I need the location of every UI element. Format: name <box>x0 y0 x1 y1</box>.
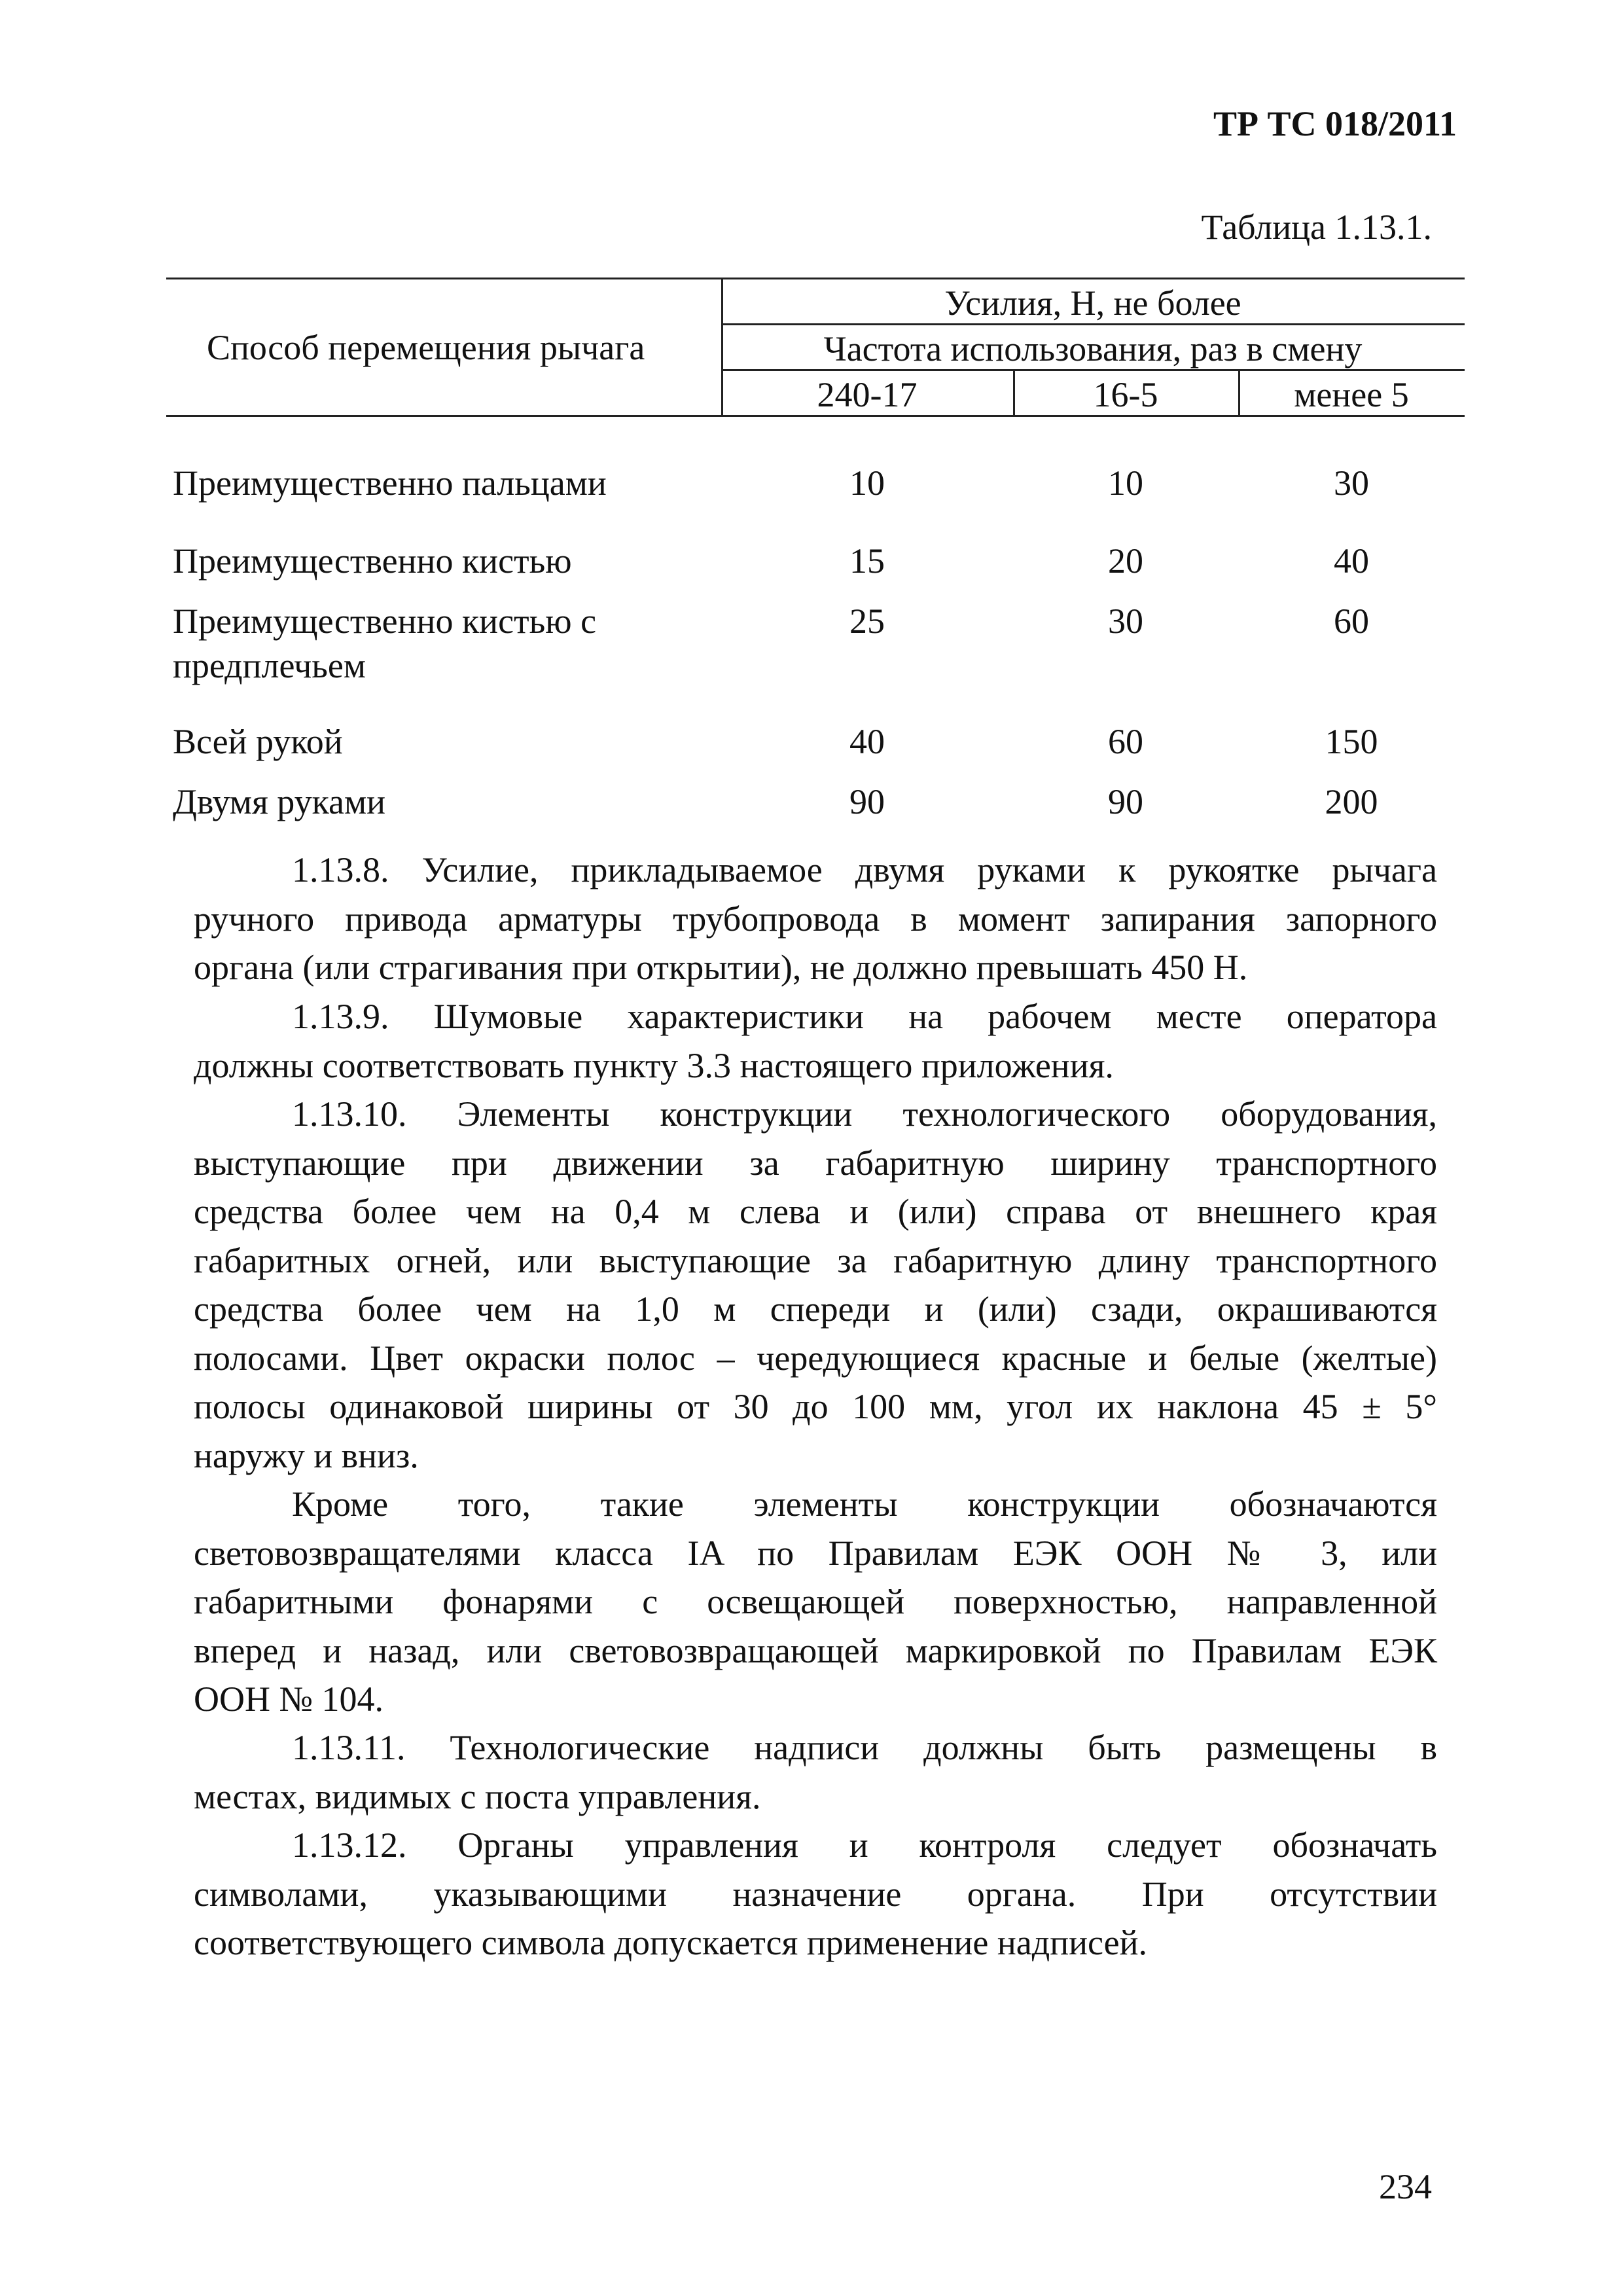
freq-col-3: менее 5 <box>1294 375 1409 414</box>
table-cell: 10 <box>849 463 885 503</box>
table-cell: 15 <box>849 541 885 581</box>
text-line: наружу и вниз. <box>194 1435 419 1475</box>
table-row-method: Преимущественно пальцами <box>173 463 607 503</box>
text-line: габаритных огней, или выступающие за габаритную длину транспортного <box>194 1240 1437 1280</box>
text-line: соответствующего символа допускается применение надписей. <box>194 1923 1147 1962</box>
text-line: 1.13.8. Усилие, прикладываемое двумя руками к рукоятке рычага <box>292 850 1437 889</box>
table-cell: 30 <box>1108 601 1143 641</box>
text-line: Кроме того, такие элементы конструкции обозначаются <box>292 1484 1437 1524</box>
paragraph-1-13-11 <box>194 1723 1437 1821</box>
table-row-method: Преимущественно кистью с <box>173 601 597 641</box>
text-line: средства более чем на 0,4 м слева и (или) справа от внешнего края <box>194 1192 1437 1231</box>
text-line: символами, указывающими назначение органа. При отсутствии <box>194 1874 1437 1914</box>
table-caption: Таблица 1.13.1. <box>1201 207 1432 247</box>
text-line: вперед и назад, или световозвращающей маркировкой по Правилам ЕЭК <box>194 1630 1437 1670</box>
paragraph-1-13-9 <box>194 992 1437 1090</box>
table-row-method: Преимущественно кистью <box>173 541 572 581</box>
table-row-method: Всей рукой <box>173 722 343 761</box>
table-cell: 150 <box>1325 722 1378 761</box>
text-line: средства более чем на 1,0 м спереди и (или) сзади, окрашиваются <box>194 1289 1437 1329</box>
text-line: 1.13.12. Органы управления и контроля следует обозначать <box>292 1825 1437 1865</box>
col-header-method: Способ перемещения рычага <box>207 328 645 367</box>
table-cell: 25 <box>849 601 885 641</box>
text-line: 1.13.10. Элементы конструкции технологического оборудования, <box>292 1094 1437 1134</box>
document-header: ТР ТС 018/2011 <box>1213 104 1457 143</box>
text-line: полосы одинаковой ширины от 30 до 100 мм, угол их наклона 45 ± 5° <box>194 1387 1437 1426</box>
freq-col-2: 16-5 <box>1093 375 1158 414</box>
text-line: выступающие при движении за габаритную ширину транспортного <box>194 1143 1437 1183</box>
text-line: должны соответствовать пункту 3.3 настоящего приложения. <box>194 1045 1114 1085</box>
table-row-method: Двумя руками <box>173 782 386 821</box>
table-cell: 200 <box>1325 782 1378 821</box>
table-cell: 20 <box>1108 541 1143 581</box>
table-cell: 30 <box>1334 463 1369 503</box>
table-cell: 60 <box>1334 601 1369 641</box>
text-line: 1.13.9. Шумовые характеристики на рабочем месте оператора <box>292 997 1437 1036</box>
paragraph-moreover <box>194 1480 1437 1724</box>
text-line: ручного привода арматуры трубопровода в момент запирания запорного <box>194 899 1437 939</box>
sub-header: Частота использования, раз в смену <box>823 329 1363 368</box>
table-cell: 40 <box>849 722 885 761</box>
table-cell: 10 <box>1108 463 1143 503</box>
text-line: местах, видимых с поста управления. <box>194 1776 761 1816</box>
paragraph-1-13-10 <box>194 1090 1437 1480</box>
group-header: Усилия, Н, не более <box>944 283 1241 323</box>
page-number: 234 <box>1379 2167 1432 2206</box>
paragraph-1-13-12 <box>194 1821 1437 1967</box>
paragraph-1-13-8 <box>194 846 1437 992</box>
table-cell: 40 <box>1334 541 1369 581</box>
table-row-method-cont: предплечьем <box>173 646 366 685</box>
table-cell: 90 <box>1108 782 1143 821</box>
text-line: полосами. Цвет окраски полос – чередующиеся красные и белые (желтые) <box>194 1338 1437 1378</box>
text-line: габаритными фонарями с освещающей поверхностью, направленной <box>194 1582 1437 1621</box>
text-line: органа (или страгивания при открытии), не должно превышать 450 Н. <box>194 948 1248 987</box>
text-line: ООН № 104. <box>194 1679 384 1719</box>
text-line: 1.13.11. Технологические надписи должны быть размещены в <box>292 1728 1437 1767</box>
table-cell: 60 <box>1108 722 1143 761</box>
text-line: световозвращателями класса IA по Правилам ЕЭК ООН № 3, или <box>194 1533 1437 1573</box>
freq-col-1: 240-17 <box>817 375 918 414</box>
table-cell: 90 <box>849 782 885 821</box>
